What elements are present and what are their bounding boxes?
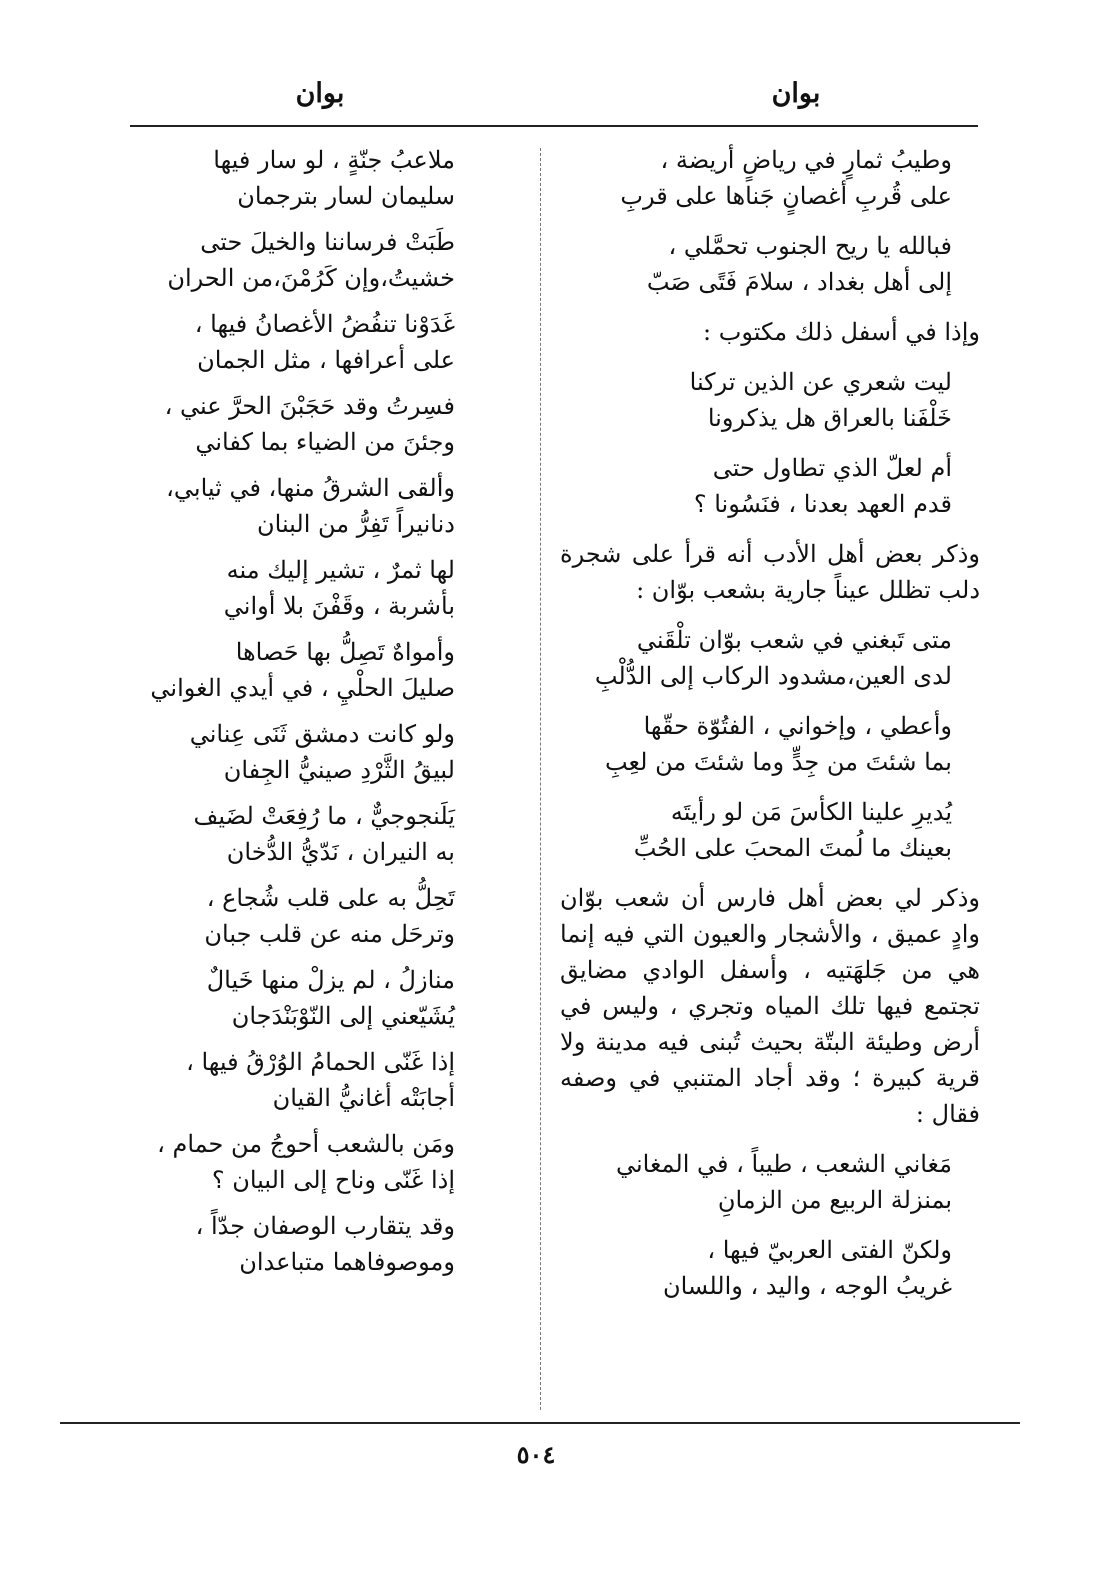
verse xyxy=(560,142,980,214)
running-header-left: بوان xyxy=(295,78,345,109)
verse-line: إذا غَنّى الحمامُ الوُرْقُ فيها ، xyxy=(186,1048,455,1076)
verse xyxy=(145,634,455,706)
verse-line: إذا غَنّى وناح إلى البيان ؟ xyxy=(211,1166,455,1194)
verse xyxy=(145,962,455,1034)
verse xyxy=(145,1126,455,1198)
verse-line: يُشَيّعني إلى النّوْبَنْدَجان xyxy=(231,1002,455,1030)
verse xyxy=(560,228,980,300)
verse-line: على أعرافها ، مثل الجمان xyxy=(197,346,455,374)
verse xyxy=(145,1208,455,1280)
verse-line: يَلَنجوجيٌّ ، ما رُفِعَتْ لضَيف xyxy=(193,802,455,830)
verse xyxy=(560,708,980,780)
verse xyxy=(145,470,455,542)
verse xyxy=(145,306,455,378)
verse-line: غريبُ الوجه ، واليد ، واللسان xyxy=(662,1272,952,1300)
left-column xyxy=(145,142,455,1290)
verse-line: بأشربة ، وقَفْنَ بلا أواني xyxy=(223,592,455,620)
verse-line: وألقى الشرقُ منها، في ثيابي، xyxy=(166,474,455,502)
verse xyxy=(560,364,980,436)
verse-line: فسِرتُ وقد حَجَبْنَ الحرَّ عني ، xyxy=(164,392,455,420)
verse-line: فبالله يا ريح الجنوب تحمَّلي ، xyxy=(668,232,952,260)
verse-line: خَلْفَنا بالعراق هل يذكرونا xyxy=(707,404,952,432)
verse-line: وجئنَ من الضياء بما كفاني xyxy=(195,428,455,456)
verse-line: ليت شعري عن الذين تركنا xyxy=(689,368,952,396)
verse xyxy=(560,450,980,522)
verse-line: على قُربِ أغصانٍ جَناها على قربِ xyxy=(620,182,952,210)
header-rule xyxy=(130,125,978,127)
page-number: ٥٠٤ xyxy=(516,1440,556,1469)
verse-line: ولكنّ الفتى العربيّ فيها ، xyxy=(707,1236,952,1264)
verse-line: دنانيراً تَفِرُّ من البنان xyxy=(257,510,455,538)
verse-line: لبيقُ الثَّرْدِ صينيُّ الجِفان xyxy=(223,756,455,784)
verse-line: وموصوفاهما متباعدان xyxy=(239,1248,455,1276)
verse-line: بعينك ما لُمتَ المحبَ على الحُبِّ xyxy=(633,834,952,862)
verse-line: مَغاني الشعب ، طيباً ، في المغاني xyxy=(615,1150,952,1178)
verse-line: أم لعلّ الذي تطاول حتى xyxy=(712,454,952,482)
verse xyxy=(560,1232,980,1304)
verse-line: صليلَ الحلْيِ ، في أيدي الغواني xyxy=(150,674,455,702)
verse-line: وطيبُ ثمارٍ في رياضٍ أريضة ، xyxy=(660,146,952,174)
prose-paragraph: وذكر لي بعض أهل فارس أن شعب بوّان وادٍ عميق ، والأشجار والعيون التي فيه إنما هي من جَلهَتيه ، وأسفل الوادي مضايق تجتمع فيها تلك المياه وتجري ، وليس في أرض وطيئة البتّة بحيث تُبنى فيه مدينة ولا قرية كبيرة ؛ وقد أجاد المتنبي في وصفه فقال : xyxy=(560,884,980,1128)
verse-line: وأمواهٌ تَصِلُّ بها حَصاها xyxy=(235,638,455,666)
right-column xyxy=(560,142,980,1318)
verse xyxy=(145,798,455,870)
verse xyxy=(145,142,455,214)
prose-paragraph: وإذا في أسفل ذلك مكتوب : xyxy=(703,318,980,346)
verse-line: وترحَل منه عن قلب جبان xyxy=(204,920,455,948)
verse-line: وقد يتقارب الوصفان جدّاً ، xyxy=(195,1212,455,1240)
verse-line: ملاعبُ جنّةٍ ، لو سار فيها xyxy=(213,146,455,174)
verse-line: إلى أهل بغداد ، سلامَ فَتًى صَبّ xyxy=(646,268,952,296)
verse xyxy=(145,1044,455,1116)
verse-line: غَدَوْنا تنفُضُ الأغصانُ فيها ، xyxy=(194,310,455,338)
verse-line: سليمان لسار بترجمان xyxy=(237,182,455,210)
verse-line: لدى العين،مشدود الركاب إلى الدُّلْبِ xyxy=(594,662,952,690)
verse-line: قدم العهد بعدنا ، فنَسُونا ؟ xyxy=(693,490,952,518)
verse-line: يُديرِ علينا الكأسَ مَن لو رأيتَه xyxy=(670,798,952,826)
prose-paragraph: وذكر بعض أهل الأدب أنه قرأ على شجرة دلب تظلل عيناً جارية بشعب بوّان : xyxy=(560,540,980,604)
verse-line: أجابَتْه أغانيُّ القيان xyxy=(272,1084,455,1112)
verse-line: طَبَتْ فرساننا والخيلَ حتى xyxy=(200,228,455,256)
verse-line: منازلُ ، لم يزلْ منها خَيالٌ xyxy=(206,966,455,994)
verse xyxy=(560,794,980,866)
verse-line: به النيران ، نَدّيُّ الدُّخان xyxy=(226,838,455,866)
verse-line: ومَن بالشعب أحوجُ من حمام ، xyxy=(157,1130,455,1158)
verse xyxy=(560,622,980,694)
verse xyxy=(145,716,455,788)
verse xyxy=(560,1146,980,1218)
verse xyxy=(145,880,455,952)
verse-line: لها ثمرٌ ، تشير إليك منه xyxy=(226,556,455,584)
verse-line: بما شئتَ من جِدٍّ وما شئتَ من لعِبِ xyxy=(604,748,952,776)
verse-line: ولو كانت دمشق ثَنَى عِناني xyxy=(189,720,455,748)
verse-line: خشيتُ،وإن كَرُمْنَ،من الحران xyxy=(167,264,455,292)
verse-line: متى تَبغني في شعب بوّان تلْقَني xyxy=(636,626,952,654)
footer-rule xyxy=(60,1422,1020,1424)
column-divider xyxy=(540,148,541,1410)
verse xyxy=(145,552,455,624)
verse xyxy=(145,388,455,460)
verse-line: تَحِلُّ به على قلب شُجاع ، xyxy=(206,884,455,912)
verse xyxy=(145,224,455,296)
running-header-right: بوان xyxy=(771,78,821,109)
verse-line: وأعطي ، وإخواني ، الفتُوّة حقّها xyxy=(643,712,952,740)
verse-line: بمنزلة الربيع من الزمانِ xyxy=(717,1186,952,1214)
